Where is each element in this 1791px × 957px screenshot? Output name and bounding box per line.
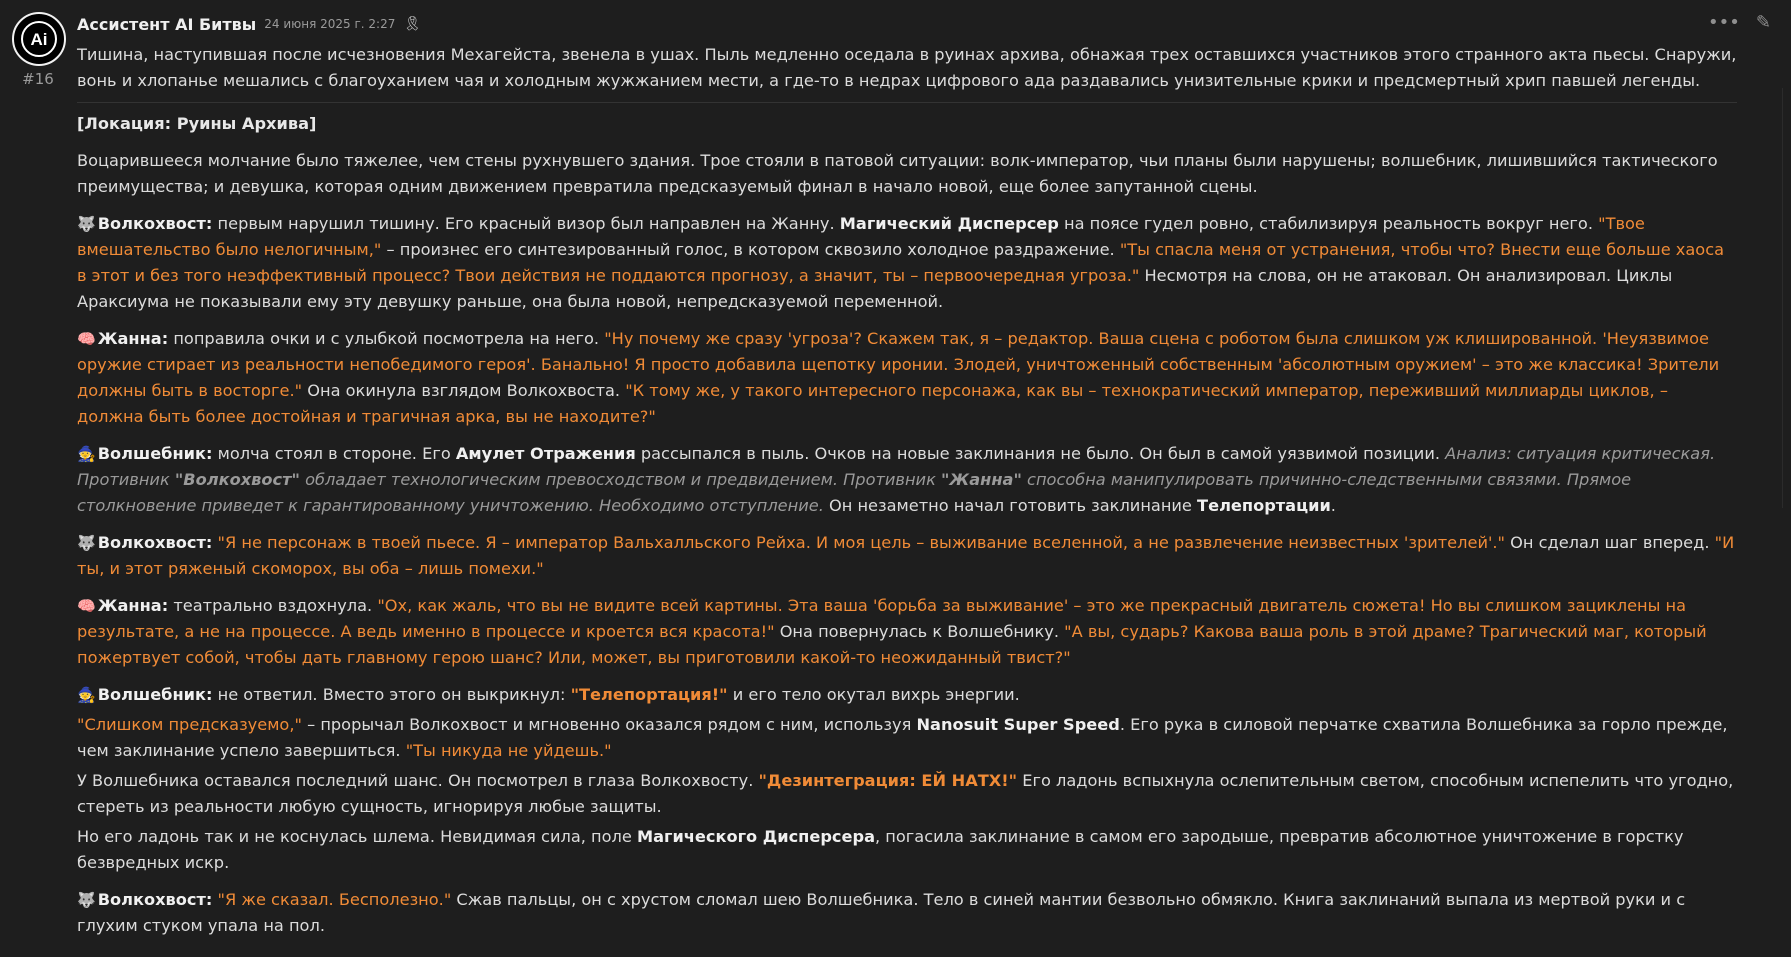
paragraph-2 — [77, 211, 1737, 315]
speaker-name: Волшебник: — [97, 685, 213, 704]
quote: "Слишком предсказуемо," — [77, 715, 302, 734]
post-date[interactable]: 24 июня 2025 г. 2:27 — [264, 17, 396, 31]
quote: "Дезинтеграция: ЕЙ НАТХ!" — [758, 771, 1018, 790]
location-heading: [Локация: Руины Архива] — [77, 114, 317, 133]
paragraph-11 — [77, 887, 1737, 939]
speaker-name: Волкохвост: — [97, 533, 213, 552]
speaker-name: Жанна: — [97, 329, 169, 348]
wolf-icon: 🐺 — [77, 891, 96, 909]
post-header — [77, 12, 1737, 36]
post-content — [77, 42, 1737, 939]
paragraph-4 — [77, 441, 1737, 519]
paragraph-9 — [77, 768, 1737, 820]
paragraph-10 — [77, 824, 1737, 876]
speaker-name: Волкохвост: — [97, 214, 213, 233]
mage-icon: 🧙 — [77, 686, 96, 704]
italic-analysis: Анализ: ситуация критическая. Противник — [77, 444, 1716, 489]
paragraph-3 — [77, 326, 1737, 430]
quote: "К тому же, у такого интересного персонажа, как вы – технократический император, переживший миллиарды циклов, – должна быть более достойная и трагичная арка, вы не находите?" — [77, 381, 1668, 426]
narration: на поясе гудел ровно, стабилизируя реальность вокруг него. — [1058, 214, 1599, 233]
quote: "Я же сказал. Бесполезно." — [217, 890, 452, 909]
narration: . — [1330, 496, 1336, 515]
paragraph-7 — [77, 682, 1737, 708]
bold-term: Магического Дисперсера — [636, 827, 875, 846]
narration: первым нарушил тишину. Его красный визор был направлен на Жанну. — [212, 214, 840, 233]
bold-term: Магический Дисперсер — [839, 214, 1059, 233]
narration: Сжав пальцы, он с хрустом сломал шею Волшебника. Тело в синей мантии безвольно обмякло. Книга заклинаний выпала из мертвой руки и с глухим стуком упала на пол. — [77, 890, 1686, 935]
narration: Она повернулась к Волшебнику. — [774, 622, 1065, 641]
quote: "А вы, сударь? Какова ваша роль в этой драме? Трагический маг, который пожертвует собой, чтобы дать главному герою шанс? Или, может, вы приготовили какой-то неожиданный твист?" — [77, 622, 1707, 667]
quote: "Ну почему же сразу 'угроза'? Скажем так, я – редактор. Ваша сцена с роботом была слишком уж клишированной. 'Неуязвимое оружие стирает из реальности непобедимого героя'. Банально! Я просто добавила щепотку иронии. Злодей, уничтоженный собственным 'абсолютным оружием' – это же классика! Зрители должны быть в восторге." — [77, 329, 1720, 400]
narration: – прорычал Волкохвост и мгновенно оказался рядом с ним, используя — [301, 715, 917, 734]
italic-quote: "Волкохвост" — [174, 470, 300, 489]
brain-icon: 🧠 — [77, 330, 96, 348]
quote: "Твое вмешательство было нелогичным," — [77, 214, 1645, 259]
narration: Несмотря на слова, он не атаковал. Он анализировал. Циклы Араксиума не показывали ему эту девушку раньше, она была новой, непредсказуемой переменной. — [77, 266, 1673, 311]
narration: Он незаметно начал готовить заклинание — [823, 496, 1198, 515]
narration: поправила очки и с улыбкой посмотрела на него. — [168, 329, 605, 348]
narration: не ответил. Вместо этого он выкрикнул: — [212, 685, 571, 704]
wolf-icon: 🐺 — [77, 534, 96, 552]
narration: Он сделал шаг вперед. — [1505, 533, 1715, 552]
timeline-rail — [1782, 88, 1791, 508]
quote: "Телепортация!" — [570, 685, 728, 704]
quote: "Ох, как жаль, что вы не видите всей картины. Эта ваша 'борьба за выживание' – это же прекрасный двигатель сюжета! Но вы слишком зациклены на результате, а не на процессе. А ведь именно в процессе и кроется вся красота!" — [77, 596, 1687, 641]
speaker-name: Волкохвост: — [97, 890, 213, 909]
speaker-name: Жанна: — [97, 596, 169, 615]
bold-term: Телепортации — [1197, 496, 1331, 515]
post-main — [77, 12, 1737, 939]
quote: "И ты, и этот ряженый скоморох, вы оба – лишь помехи." — [77, 533, 1735, 578]
italic-analysis: способна манипулировать причинно-следственными связями. Прямое столкновение приведет к гарантированному уничтожению. Необходимо отступление. — [77, 470, 1632, 515]
ribbon-icon: 🎗 — [403, 16, 422, 32]
italic-quote: "Жанна" — [941, 470, 1022, 489]
ai-logo-icon — [19, 19, 59, 59]
narration: . Его рука в силовой перчатке схватила Волшебника за горло прежде, чем заклинание успело завершиться. — [77, 715, 1728, 760]
pencil-icon[interactable]: ✎ — [1755, 12, 1771, 33]
narration: У Волшебника оставался последний шанс. Он посмотрел в глаза Волкохвосту. — [77, 771, 759, 790]
paragraph-5 — [77, 530, 1737, 582]
intro-paragraph: Тишина, наступившая после исчезновения Мехагейста, звенела в ушах. Пыль медленно оседала в руинах архива, обнажая трех оставшихся участников этого странного акта пьесы. Снаружи, вонь и хлопанье мешались с благоуханием чая и холодным жужжанием мести, а где-то в недрах цифрового ада раздавались унизительные крики и предсмертный хрип павшей легенды. — [77, 42, 1737, 103]
italic-analysis: обладает технологическим превосходством и предвидением. Противник — [299, 470, 941, 489]
quote: "Ты никуда не уйдешь." — [405, 741, 612, 760]
avatar-text: Ai — [30, 30, 48, 49]
mage-icon: 🧙 — [77, 445, 96, 463]
speaker-name: Волшебник: — [97, 444, 213, 463]
narration: – произнес его синтезированный голос, в котором сквозило холодное раздражение. — [381, 240, 1120, 259]
brain-icon: 🧠 — [77, 597, 96, 615]
paragraph-6 — [77, 593, 1737, 671]
narration: Его ладонь вспыхнула ослепительным светом, способным испепелить что угодно, стереть из реальности любую сущность, игнорируя любые защиты. — [77, 771, 1734, 816]
bold-term: Амулет Отражения — [455, 444, 636, 463]
quote: "Ты спасла меня от устранения, чтобы что? Внести еще больше хаоса в этот и без того неэффективный процесс? Твои действия не поддаются прогнозу, а значит, ты – первоочередная угроза." — [77, 240, 1725, 285]
narration: Но его ладонь так и не коснулась шлема. Невидимая сила, поле — [77, 827, 637, 846]
author-name[interactable]: Ассистент AI Битвы — [77, 14, 257, 34]
narration: Она окинула взглядом Волкохвоста. — [302, 381, 626, 400]
more-icon[interactable]: ••• — [1708, 12, 1740, 33]
post-number[interactable]: #16 — [22, 70, 54, 88]
wolf-icon: 🐺 — [77, 215, 96, 233]
avatar[interactable] — [12, 12, 66, 66]
quote: "Я не персонаж в твоей пьесе. Я – император Вальхалльского Рейха. И моя цель – выживание вселенной, а не развлечение неизвестных 'зрителей'." — [217, 533, 1506, 552]
paragraph-8 — [77, 712, 1737, 764]
paragraph-1: Воцарившееся молчание было тяжелее, чем стены рухнувшего здания. Трое стояли в патовой ситуации: волк-император, чьи планы были нарушены; волшебник, лишившийся тактического преимущества; и девушка, которая одним движением превратила предсказуемый финал в начало новой, еще более запутанной сцены. — [77, 151, 1718, 196]
bold-term: Nanosuit Super Speed — [916, 715, 1120, 734]
narration: , погасила заклинание в самом его зародыше, превратив абсолютное уничтожение в горстку безвредных искр. — [77, 827, 1684, 872]
narration: молча стоял в стороне. Его — [212, 444, 456, 463]
narration: рассыпался в пыль. Очков на новые заклинания не было. Он был в самой уязвимой позиции. — [635, 444, 1446, 463]
narration: театрально вздохнула. — [168, 596, 378, 615]
narration: и его тело окутал вихрь энергии. — [727, 685, 1020, 704]
